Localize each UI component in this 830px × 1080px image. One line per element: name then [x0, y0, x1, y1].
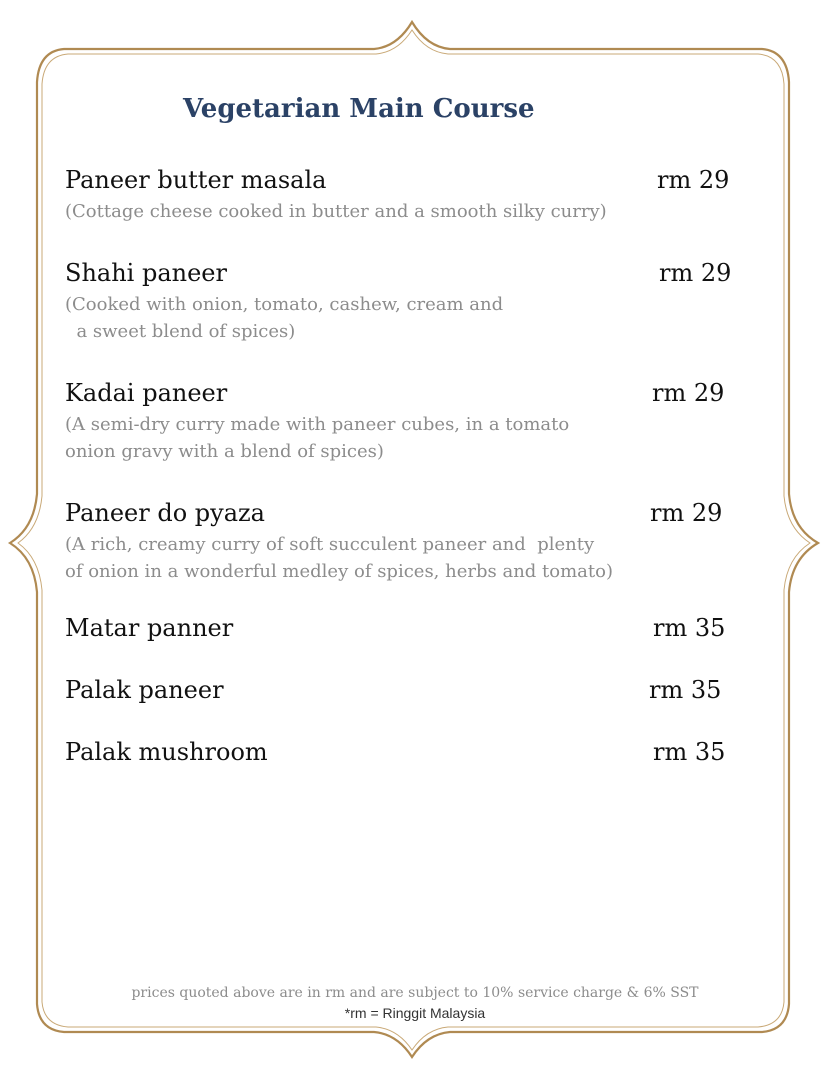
- menu-item-name: Matar panner: [65, 614, 234, 642]
- menu-item-name: Paneer butter masala: [65, 166, 327, 194]
- menu-item-price: rm 29: [657, 166, 730, 194]
- menu-item-name: Palak mushroom: [65, 738, 268, 766]
- menu-item-price: rm 29: [652, 379, 725, 407]
- menu-item-price: rm 29: [659, 259, 732, 287]
- menu-item-description: (A semi-dry curry made with paneer cubes, in a tomato onion gravy with a blend of spices): [65, 414, 570, 462]
- menu-item-description: (Cottage cheese cooked in butter and a smooth silky curry): [65, 201, 607, 222]
- footer-currency-note: *rm = Ringgit Malaysia: [344, 1005, 486, 1021]
- menu-item-name: Palak paneer: [65, 676, 224, 704]
- menu-item-description: (Cooked with onion, tomato, cashew, cream and a sweet blend of spices): [65, 294, 504, 342]
- menu-item-name: Kadai paneer: [65, 379, 228, 407]
- menu-item-price: rm 29: [650, 499, 723, 527]
- menu-item-price: rm 35: [649, 676, 722, 704]
- menu-item-description: (A rich, creamy curry of soft succulent paneer and plenty of onion in a wonderful medley of spices, herbs and tomato): [65, 534, 613, 582]
- menu-item-name: Shahi paneer: [65, 259, 227, 287]
- page-title: Vegetarian Main Course: [183, 94, 535, 124]
- menu-item-price: rm 35: [653, 614, 726, 642]
- menu-item-name: Paneer do pyaza: [65, 499, 265, 527]
- menu-item-price: rm 35: [653, 738, 726, 766]
- footer-price-note: prices quoted above are in rm and are subject to 10% service charge & 6% SST: [131, 985, 699, 1001]
